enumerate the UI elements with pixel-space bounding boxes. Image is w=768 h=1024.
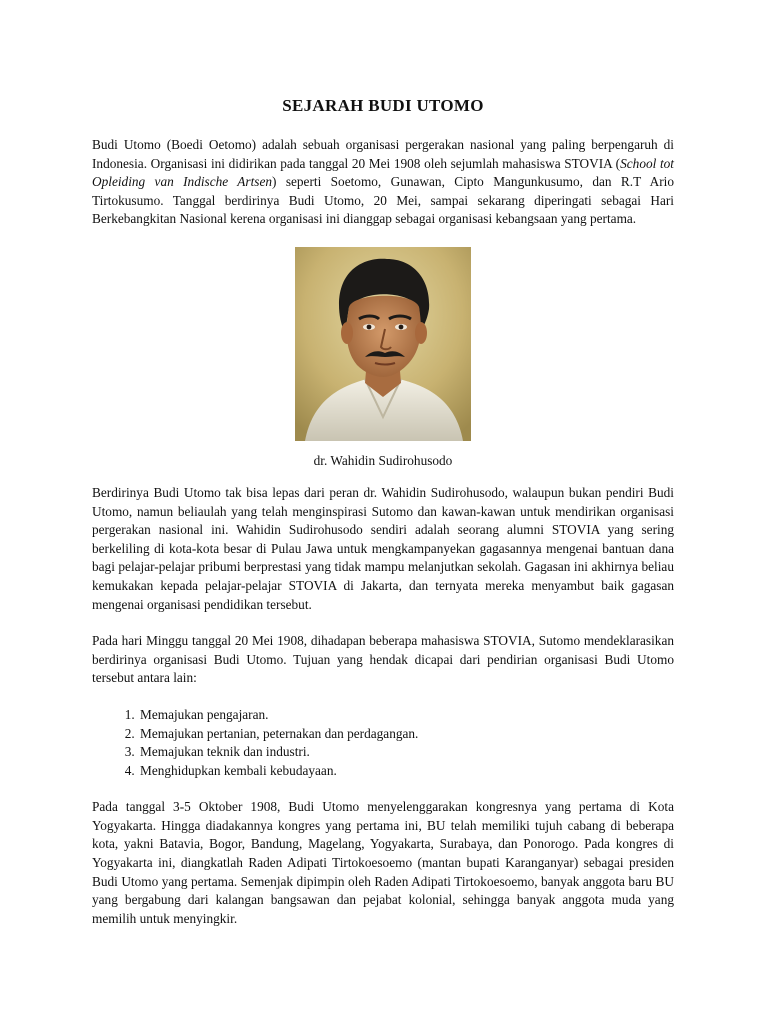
intro-text-end: ) seperti Soetomo, Gunawan, Cipto Mangunkusumo, dan R.T Ario Tirtokusumo. Tanggal berdirinya Budi Utomo, 20 Mei, sampai sekarang diperingati sebagai Hari Berkebangkitan Nasional kerena organisasi ini dianggap sebagai organisasi kebangsaan yang pertama.	[92, 174, 674, 227]
portrait-caption: dr. Wahidin Sudirohusodo	[313, 452, 453, 468]
goals-list	[92, 706, 674, 780]
intro-text-start: Budi Utomo (Boedi Oetomo) adalah sebuah organisasi pergerakan nasional yang paling berpengaruh di Indonesia. Organisasi ini didirikan pada tanggal 20 Mei 1908 oleh sejumlah mahasiswa STOVIA (	[92, 137, 674, 171]
paragraph-intro	[92, 136, 674, 229]
portrait-illustration	[295, 247, 471, 441]
portrait-image	[295, 247, 471, 441]
paragraph-wahidin: Berdirinya Budi Utomo tak bisa lepas dari peran dr. Wahidin Sudirohusodo, walaupun bukan pendiri Budi Utomo, namun beliaulah yang telah menginspirasi Sutomo dan kawan-kawan untuk mendirikan organisasi pergerakan nasional ini. Wahidin Sudirohusodo sendiri adalah seorang alumni STOVIA yang sering berkeliling di kota-kota besar di Pulau Jawa untuk mengkampanyekan gagasannya mengenai bantuan dana bagi pelajar-pelajar pribumi berprestasi yang tidak mampu melanjutkan sekolah. Gagasan ini akhirnya beliau kemukakan kepada pelajar-pelajar STOVIA di Jakarta, dan ternyata mereka menyambut baik gagasan mengenai organisasi pendidikan tersebut.	[92, 484, 674, 612]
paragraph-congress: Pada tanggal 3-5 Oktober 1908, Budi Utomo menyelenggarakan kongresnya yang pertama di Kota Yogyakarta. Hingga diadakannya kongres yang pertama ini, BU telah memiliki tujuh cabang di beberapa kota, yakni Batavia, Bogor, Bandung, Magelang, Yogyakarta, Surabaya, dan Ponorogo. Pada kongres di Yogyakarta ini, diangkatlah Raden Adipati Tirtokoesoemo (mantan bupati Karanganyar) sebagai presiden Budi Utomo yang pertama. Semenjak dipimpin oleh Raden Adipati Tirtokoesoemo, banyak anggota baru BU yang bergabung dari kalangan bangsawan dan pejabat kolonial, sehingga banyak anggota muda yang memilih untuk menyingkir.	[92, 799, 674, 926]
paragraph-founding: Pada hari Minggu tanggal 20 Mei 1908, dihadapan beberapa mahasiswa STOVIA, Sutomo mendeklarasikan berdirinya organisasi Budi Utomo. Tujuan yang hendak dicapai dari pendirian organisasi Budi Utomo tersebut antara lain:	[92, 633, 674, 686]
list-item: 2. Memajukan pertanian, peternakan dan perdagangan.	[138, 725, 674, 744]
document-page	[92, 96, 674, 946]
document-title: SEJARAH BUDI UTOMO	[282, 96, 484, 115]
list-item: 1. Memajukan pengajaran.	[138, 706, 674, 725]
portrait-figure	[92, 247, 674, 470]
stovia-full-name: School tot Opleiding van Indische Artsen	[92, 155, 674, 190]
list-item: 3. Memajukan teknik dan industri.	[138, 743, 674, 762]
list-item: 4. Menghidupkan kembali kebudayaan.	[138, 762, 674, 781]
